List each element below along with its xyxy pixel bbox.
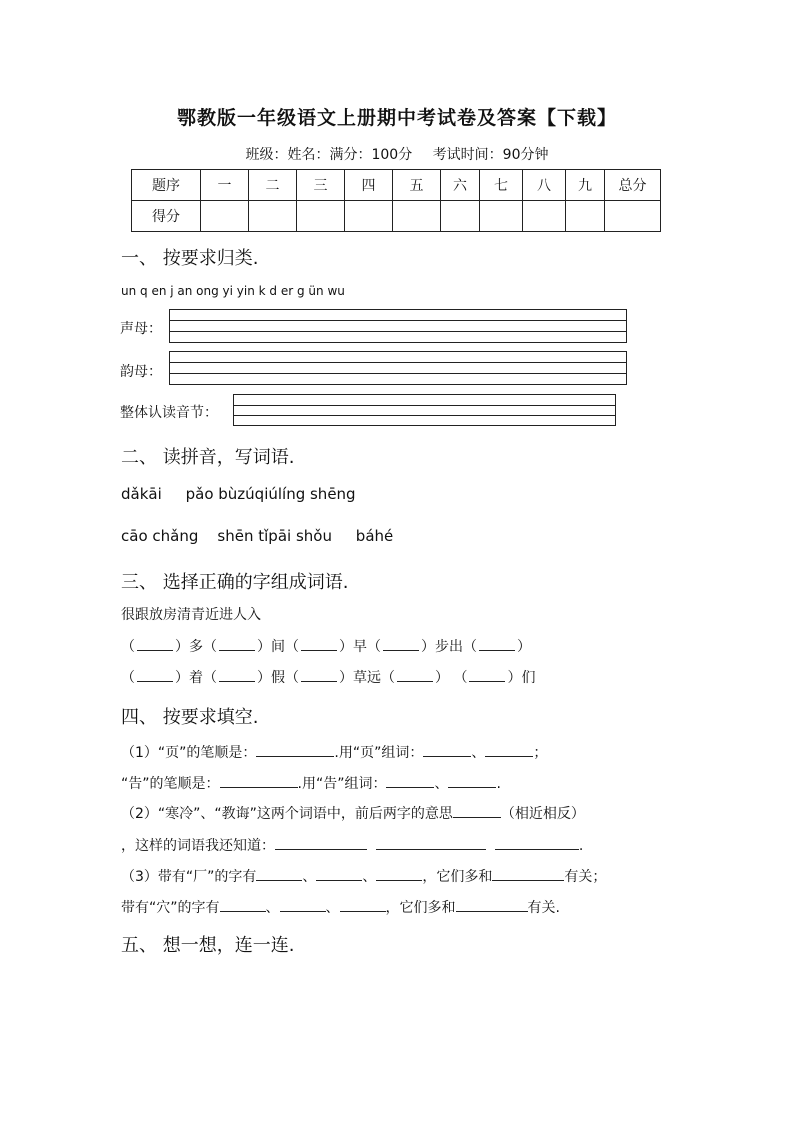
yunmu-write-box[interactable] [169,351,627,385]
answer-blank[interactable] [220,899,266,912]
zhengti-write-box[interactable] [233,394,616,426]
pinyin-items: un q en j an ong yi yin k d er g ün wu [121,284,345,298]
fill-char: 间 [271,639,285,655]
fill-char: 步出 [435,639,463,655]
score-cell[interactable] [345,201,393,232]
label-yunmu: 韵母： [120,364,162,380]
score-cell[interactable] [297,201,345,232]
fill-blank[interactable] [137,640,173,651]
score-cell[interactable] [249,201,297,232]
score-cell[interactable] [393,201,441,232]
score-header-cell: 题序 [132,170,201,201]
q4-line-3: （2）“寒冷”、“教诲”这两个词语中，前后两字的意思 （相近相反） [121,806,585,822]
class-info: 班级：姓名：满分：100分 [245,147,413,163]
section-5-heading: 五、 想一想，连一连. [121,935,295,956]
label-shengmu: 声母： [120,321,162,337]
answer-blank[interactable] [275,837,367,850]
fill-char: 早 [353,639,367,655]
fill-char: 草远 [353,670,381,686]
answer-blank[interactable] [492,868,564,881]
answer-blank[interactable] [316,868,362,881]
q4-line-2: “告”的笔顺是： .用“告”组词： 、 . [121,776,501,792]
fill-blank[interactable] [469,671,505,682]
answer-blank[interactable] [485,744,533,757]
q4-line-4: ，这样的词语我还知道： . [121,838,584,854]
section-2-heading: 二、 读拼音，写词语. [121,447,295,468]
pinyin-row-1: dǎkāi pǎo bùzúqiúlíng shēng [121,485,356,503]
answer-blank[interactable] [456,899,528,912]
fill-blank[interactable] [397,671,433,682]
label-zhengti: 整体认读音节： [120,405,218,421]
fill-char: 假 [271,670,285,686]
shengmu-write-box[interactable] [169,309,627,343]
answer-blank[interactable] [448,775,496,788]
score-header-cell: 九 [566,170,605,201]
section-3-heading: 三、 选择正确的字组成词语. [121,572,349,593]
fill-blank[interactable] [219,640,255,651]
answer-blank[interactable] [340,899,386,912]
score-header-cell: 五 [393,170,441,201]
score-cell[interactable] [480,201,523,232]
score-header-cell: 八 [523,170,566,201]
fill-char: 多 [189,639,203,655]
char-choices: 很跟放房清青近进人入 [121,607,261,623]
fill-blank[interactable] [301,640,337,651]
fill-blank[interactable] [479,640,515,651]
fill-blank[interactable] [137,671,173,682]
score-cell[interactable] [605,201,661,232]
q4-line-1: （1）“页”的笔顺是： .用“页”组词： 、 ； [121,745,548,761]
q4-line-6: 带有“穴”的字有 、 、 ，它们多和 有关. [121,900,560,916]
fill-char: 着 [189,670,203,686]
fill-row-2: （ ）着（ ）假（ ）草远（ ） （ ）们 [121,670,536,686]
fill-blank[interactable] [219,671,255,682]
answer-blank[interactable] [220,775,298,788]
score-cell[interactable] [566,201,605,232]
answer-blank[interactable] [423,744,471,757]
fill-row-1: （ ）多（ ）间（ ）早（ ）步出（ ） [121,639,531,655]
score-header-cell: 三 [297,170,345,201]
answer-blank[interactable] [256,868,302,881]
fill-blank[interactable] [301,671,337,682]
answer-blank[interactable] [256,744,334,757]
score-header-cell: 四 [345,170,393,201]
answer-blank[interactable] [495,837,579,850]
answer-blank[interactable] [376,837,486,850]
score-header-cell: 六 [441,170,480,201]
score-row-label: 得分 [132,201,201,232]
answer-blank[interactable] [386,775,434,788]
score-cell[interactable] [201,201,249,232]
section-4-heading: 四、 按要求填空. [121,707,259,728]
score-cell[interactable] [523,201,566,232]
score-table [131,169,661,232]
fill-char: 们 [521,670,536,686]
q4-line-5: （3）带有“厂”的字有 、 、 ，它们多和 有关； [121,869,607,885]
score-cell[interactable] [441,201,480,232]
exam-info [0,144,794,164]
answer-blank[interactable] [280,899,326,912]
score-header-cell: 总分 [605,170,661,201]
score-header-cell: 一 [201,170,249,201]
time-info: 考试时间：90分钟 [432,147,549,163]
fill-blank[interactable] [383,640,419,651]
section-1-heading: 一、 按要求归类. [121,248,259,269]
answer-blank[interactable] [453,805,501,818]
pinyin-row-2: cāo chǎng shēn tǐpāi shǒu báhé [121,527,394,545]
score-header-cell: 二 [249,170,297,201]
score-header-cell: 七 [480,170,523,201]
answer-blank[interactable] [376,868,422,881]
page-title: 鄂教版一年级语文上册期中考试卷及答案【下载】 [176,107,617,129]
